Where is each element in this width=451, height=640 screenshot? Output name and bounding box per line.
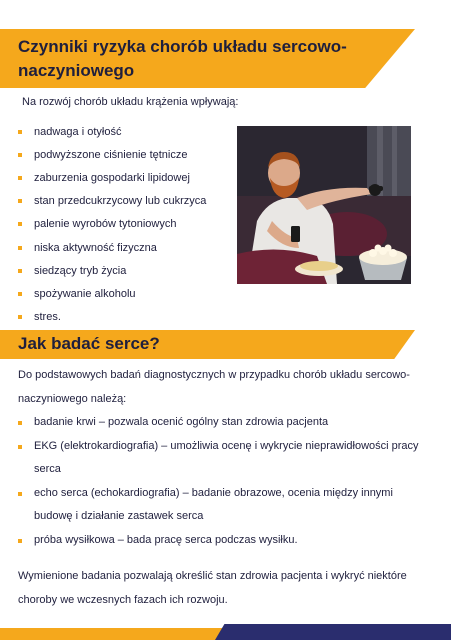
test-label: echo serca (echokardiografia) – badanie obrazowe, ocenia między innymi budowę i działanie zastawek serca	[34, 486, 393, 522]
bullet-icon	[18, 421, 22, 425]
bullet-icon	[18, 292, 22, 296]
list-item	[18, 482, 428, 529]
tests-conclusion: Wymienione badania pozwalają określić stan zdrowia pacjenta i wykryć niektóre choroby we wczesnych fazach ich rozwoju.	[18, 570, 407, 606]
risk-factor-label: niska aktywność fizyczna	[34, 241, 157, 254]
list-item	[18, 306, 206, 329]
bullet-icon	[18, 130, 22, 134]
risk-factor-label: palenie wyrobów tytoniowych	[34, 218, 177, 231]
bullet-icon	[18, 153, 22, 157]
footer-navy-bar	[215, 624, 451, 640]
test-label: EKG (elektrokardiografia) – umożliwia ocenę i wykrycie nieprawidłowości pracy serca	[34, 439, 419, 475]
bullet-icon	[18, 492, 22, 496]
risk-factor-label: siedzący tryb życia	[34, 264, 127, 277]
test-label: próba wysiłkowa – bada pracę serca podczas wysiłku.	[34, 533, 298, 546]
bullet-icon	[18, 539, 22, 543]
section-title-risk-factors: Czynniki ryzyka chorób układu sercowo-naczyniowego	[18, 37, 347, 80]
list-item	[18, 435, 428, 482]
risk-factor-label: stan przedcukrzycowy lub cukrzyca	[34, 195, 207, 208]
list-item	[18, 166, 206, 189]
list-item	[18, 282, 206, 305]
bullet-icon	[18, 269, 22, 273]
test-label: badanie krwi – pozwala ocenić ogólny stan zdrowia pacjenta	[34, 416, 329, 428]
risk-factor-list	[18, 120, 206, 329]
risk-intro: Na rozwój chorób układu krążenia wpływają:	[22, 96, 239, 108]
bullet-icon	[18, 315, 22, 319]
diagnostic-test-list	[18, 411, 428, 552]
section-title-heart-tests: Jak badać serce?	[18, 334, 160, 353]
risk-factor-label: stres.	[34, 311, 61, 324]
risk-factor-label: podwyższone ciśnienie tętnicze	[34, 148, 188, 161]
list-item	[18, 236, 206, 259]
bullet-icon	[18, 246, 22, 250]
man-on-couch-photo	[237, 126, 411, 284]
list-item	[18, 411, 428, 435]
risk-factor-label: zaburzenia gospodarki lipidowej	[34, 171, 190, 184]
risk-factor-label: nadwaga i otyłość	[34, 125, 122, 138]
list-item	[18, 259, 206, 282]
bullet-icon	[18, 222, 22, 226]
bullet-icon	[18, 199, 22, 203]
risk-factor-label: spożywanie alkoholu	[34, 287, 136, 300]
list-item	[18, 213, 206, 236]
tests-intro: Do podstawowych badań diagnostycznych w przypadku chorób układu sercowo-naczyniowego należą:	[18, 369, 410, 405]
list-item	[18, 190, 206, 213]
bullet-icon	[18, 176, 22, 180]
list-item	[18, 120, 206, 143]
bullet-icon	[18, 445, 22, 449]
list-item	[18, 529, 428, 553]
list-item	[18, 143, 206, 166]
